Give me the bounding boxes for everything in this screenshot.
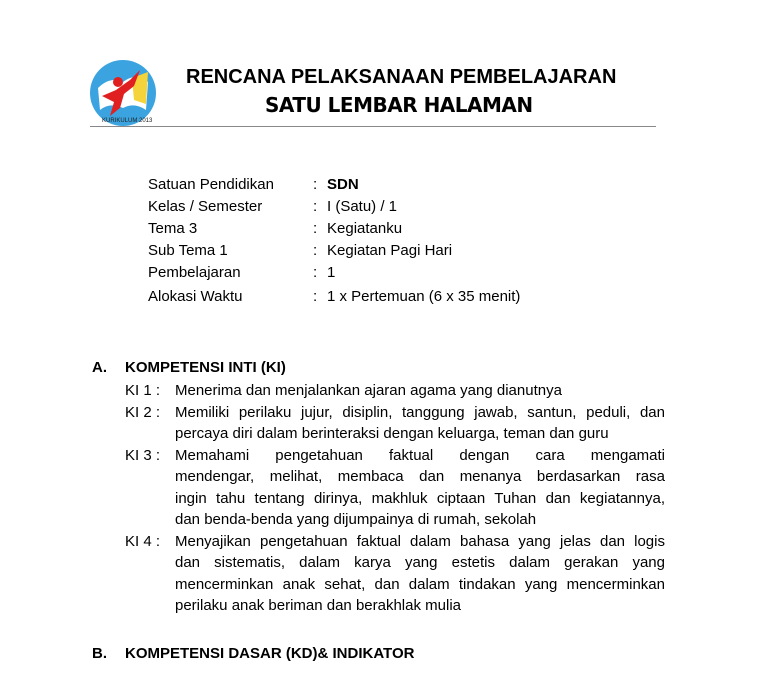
ki-item xyxy=(125,445,672,531)
section-number: B. xyxy=(92,644,107,662)
info-value: I (Satu) / 1 xyxy=(327,198,398,215)
info-label: Kelas / Semester xyxy=(148,198,263,215)
info-colon: : xyxy=(313,176,318,193)
section-b-heading xyxy=(92,644,672,664)
ki-text xyxy=(175,402,665,445)
kurikulum-2013-logo xyxy=(88,58,158,128)
document-body xyxy=(92,358,672,664)
ki-label: KI 3 : xyxy=(125,446,161,464)
ki-item xyxy=(125,380,672,402)
ki-text-line: mencerminkan anak sehat, dan dalam tindakan yang mencerminkan xyxy=(175,575,665,593)
info-label: Pembelajaran xyxy=(148,264,241,281)
info-colon: : xyxy=(313,242,318,259)
info-label: Tema 3 xyxy=(148,220,198,237)
ki-text xyxy=(175,380,665,402)
ki-text-line: ingin tahu tentang dirinya, makhluk ciptaan Tuhan dan kegiatannya, xyxy=(175,489,665,507)
info-value: 1 x Pertemuan (6 x 35 menit) xyxy=(327,288,521,305)
ki-text-line: Menyajikan pengetahuan faktual dalam bahasa yang jelas dan logis xyxy=(175,532,665,550)
section-number: A. xyxy=(92,359,107,376)
ki-text-line: dan sistematis, dalam karya yang estetis dalam gerakan yang xyxy=(175,554,665,571)
ki-item xyxy=(125,402,672,445)
info-label: Satuan Pendidikan xyxy=(148,176,274,193)
info-colon: : xyxy=(313,288,318,305)
info-value: Kegiatanku xyxy=(327,220,403,237)
ki-text-line: perilaku anak beriman dan berakhlak mulia xyxy=(175,597,461,614)
document-title: RENCANA PELAKSANAAN PEMBELAJARAN xyxy=(186,66,617,88)
ki-label: KI 4 : xyxy=(125,532,161,550)
info-value: SDN xyxy=(327,176,359,193)
info-label: Sub Tema 1 xyxy=(148,242,228,259)
logo-text: KURIKULUM 2013 xyxy=(102,118,153,124)
info-value: 1 xyxy=(327,264,336,281)
ki-text-line: Memahami pengetahuan faktual dengan cara mengamati xyxy=(175,446,665,464)
ki-text-line: dan benda-benda yang dijumpainya di rumah, sekolah xyxy=(175,511,537,528)
ki-text-line: percaya diri dalam berinteraksi dengan keluarga, teman dan guru xyxy=(175,425,609,442)
ki-label: KI 2 : xyxy=(125,403,161,421)
ki-text-line: Memiliki perilaku jujur, disiplin, tanggung jawab, santun, peduli, dan xyxy=(175,403,665,421)
info-colon: : xyxy=(313,220,318,237)
ki-text xyxy=(175,445,665,531)
section-a-heading xyxy=(92,358,672,378)
info-colon: : xyxy=(313,198,318,215)
ki-list xyxy=(125,380,672,617)
ki-label: KI 1 : xyxy=(125,382,161,399)
info-colon: : xyxy=(313,264,318,281)
info-value: Kegiatan Pagi Hari xyxy=(327,242,453,259)
info-label: Alokasi Waktu xyxy=(148,288,243,305)
header-divider xyxy=(90,126,656,127)
ki-text xyxy=(175,531,665,617)
section-title: KOMPETENSI INTI (KI) xyxy=(125,359,286,376)
ki-text-line: mendengar, melihat, membaca dan menanya berdasarkan rasa xyxy=(175,468,665,485)
ki-item xyxy=(125,531,672,617)
section-title: KOMPETENSI DASAR (KD)& INDIKATOR xyxy=(125,644,415,662)
ki-text-line: Menerima dan menjalankan ajaran agama yang dianutnya xyxy=(175,382,562,399)
document-subtitle: SATU LEMBAR HALAMAN xyxy=(265,93,533,117)
